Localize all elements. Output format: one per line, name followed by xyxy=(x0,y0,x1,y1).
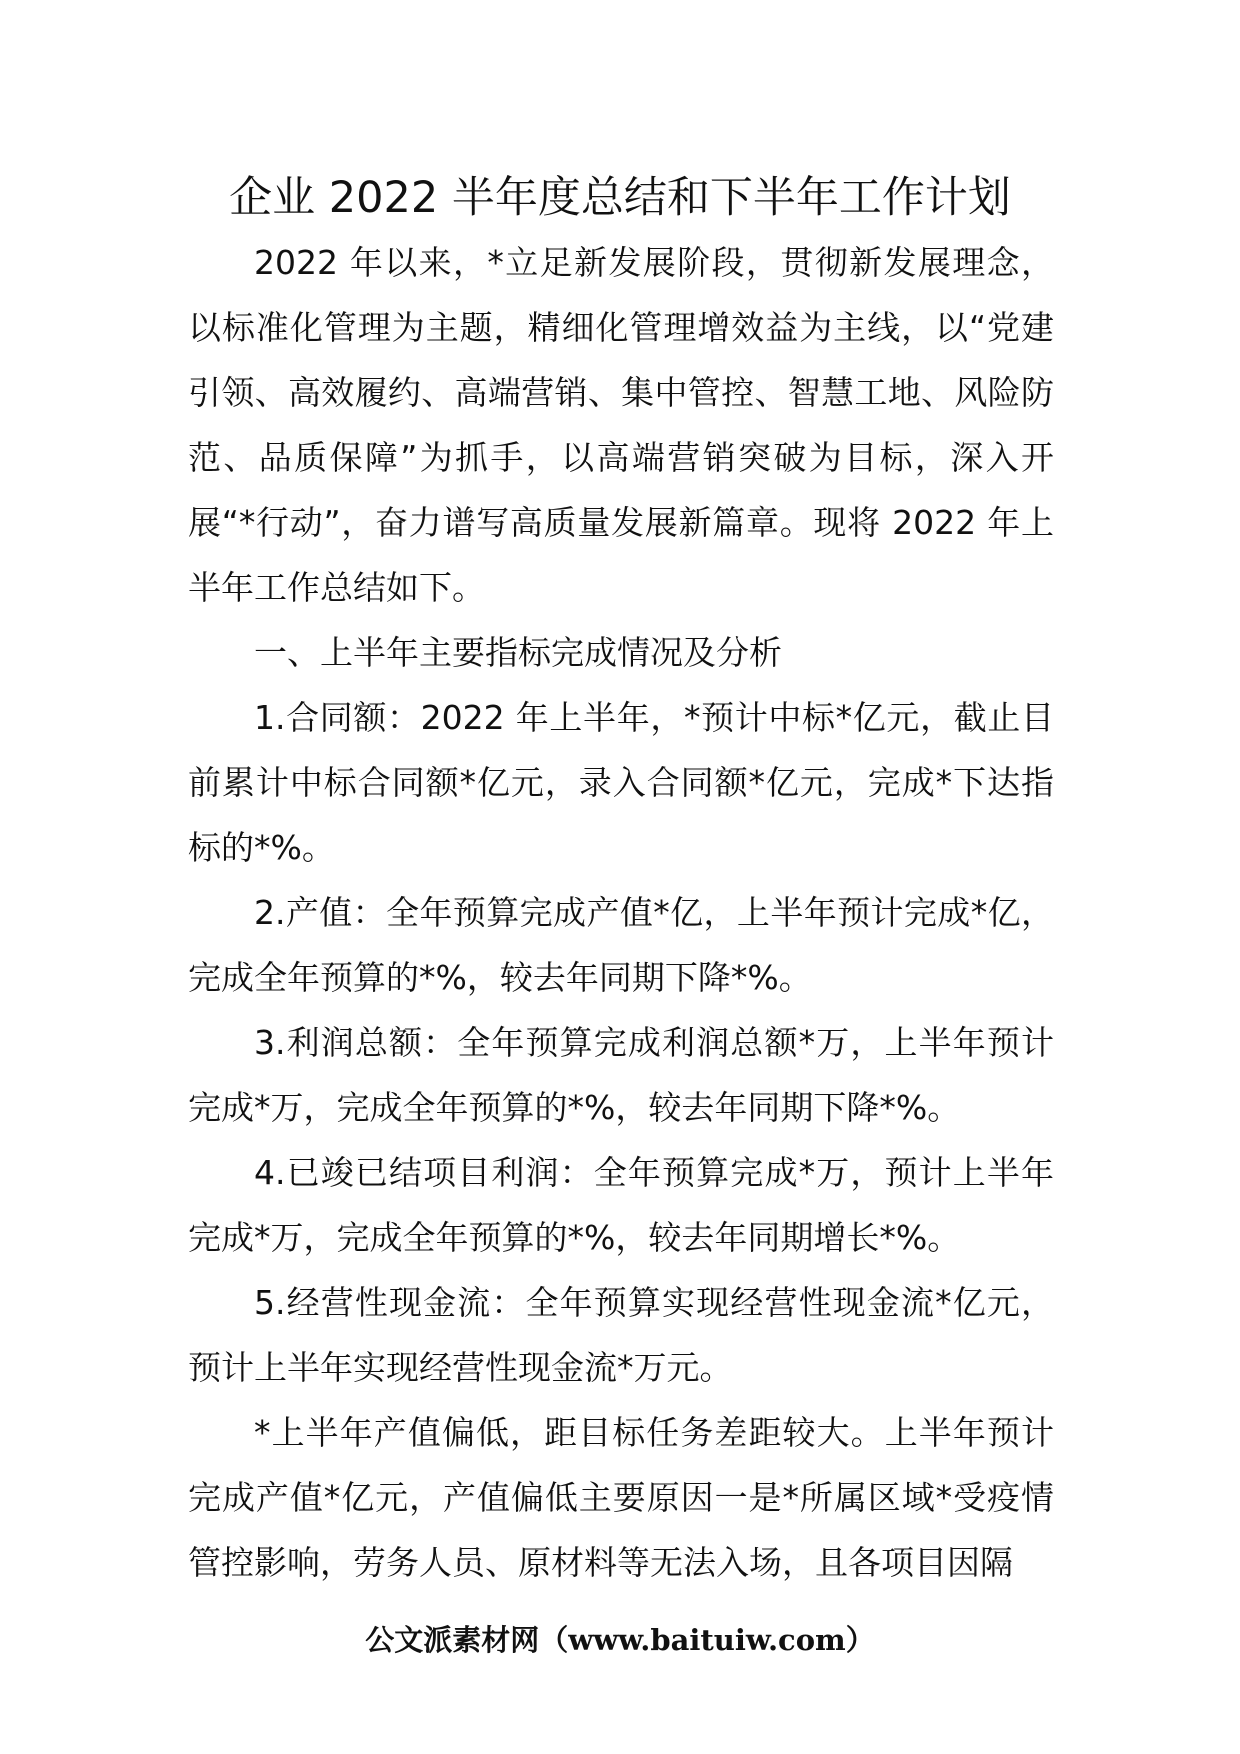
paragraph-output-value: 2.产值：全年预算完成产值*亿，上半年预计完成*亿，完成全年预算的*%，较去年同期下降*%。 xyxy=(188,893,1054,997)
document-title: 企业 2022 半年度总结和下半年工作计划 xyxy=(229,173,1011,223)
paragraph-completed-project-profit: 4.已竣已结项目利润：全年预算完成*万，预计上半年完成*万，完成全年预算的*%，较去年同期增长*%。 xyxy=(188,1153,1054,1257)
section-heading-1: 一、上半年主要指标完成情况及分析 xyxy=(254,633,782,672)
paragraph-output-analysis: *上半年产值偏低，距目标任务差距较大。上半年预计完成产值*亿元，产值偏低主要原因一是*所属区域*受疫情管控影响，劳务人员、原材料等无法入场，且各项目因隔 xyxy=(188,1413,1055,1582)
document-body xyxy=(188,230,1054,1595)
paragraph-total-profit: 3.利润总额：全年预算完成利润总额*万，上半年预计完成*万，完成全年预算的*%，较去年同期下降*%。 xyxy=(188,1023,1054,1127)
paragraph-contract-amount: 1.合同额：2022 年上半年，*预计中标*亿元，截止目前累计中标合同额*亿元，录入合同额*亿元，完成*下达指标的*%。 xyxy=(188,698,1055,867)
paragraph-intro: 2022 年以来，*立足新发展阶段，贯彻新发展理念，以标准化管理为主题，精细化管理增效益为主线，以“党建引领、高效履约、高端营销、集中管控、智慧工地、风险防范、品质保障”为抓手，以高端营销突破为目标，深入开展“*行动”，奋力谱写高质量发展新篇章。现将 2022 年上半年工作总结如下。 xyxy=(188,243,1054,607)
footer-watermark: 公文派素材网（www.baituiw.com） xyxy=(365,1623,875,1657)
paragraph-operating-cash-flow: 5.经营性现金流：全年预算实现经营性现金流*亿元，预计上半年实现经营性现金流*万元。 xyxy=(188,1283,1054,1387)
